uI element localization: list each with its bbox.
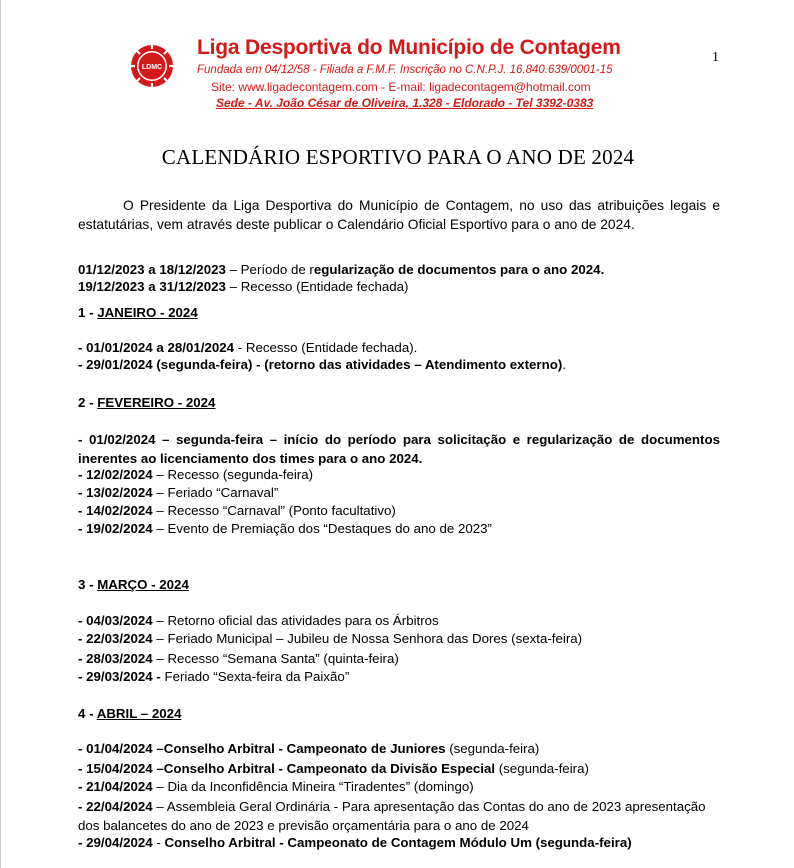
month-heading-january: 1 - JANEIRO - 2024 [78, 305, 198, 320]
calendar-entry: - 22/04/2024 – Assembleia Geral Ordinária - Para apresentação das Contas do ano de 2023 apresentação dos balancetes do ano de 2023 e previsão orçamentária para o ano de 2024 [78, 799, 706, 833]
org-site-email[interactable]: Site: www.ligadecontagem.com - E-mail: ligadecontagem@hotmail.com [211, 80, 591, 94]
pre-entry: 19/12/2023 a 31/12/2023 – Recesso (Entidade fechada) [78, 279, 409, 294]
org-title: Liga Desportiva do Município de Contagem [197, 36, 621, 59]
calendar-entry: - 29/01/2024 (segunda-feira) - (retorno das atividades – Atendimento externo). [78, 357, 566, 372]
org-address: Sede - Av. João César de Oliveira, 1.328 - Eldorado - Tel 3392-0383 [216, 96, 594, 110]
calendar-entry: - 12/02/2024 – Recesso (segunda-feira) [78, 467, 314, 482]
calendar-entry: - 21/04/2024 – Dia da Inconfidência Mineira “Tiradentes” (domingo) [78, 779, 474, 794]
calendar-entry: - 01/04/2024 –Conselho Arbitral - Campeonato de Juniores (segunda-feira) [78, 741, 540, 756]
page-number: 1 [712, 50, 719, 65]
calendar-entry: - 13/02/2024 – Feriado “Carnaval” [78, 485, 279, 500]
calendar-entry: - 28/03/2024 – Recesso “Semana Santa” (quinta-feira) [78, 651, 399, 666]
calendar-entry: - 22/03/2024 – Feriado Municipal – Jubileu de Nossa Senhora das Dores (sexta-feira) [78, 631, 583, 646]
org-subtitle: Fundada em 04/12/58 - Filiada a F.M.F. Inscrição no C.N.P.J. 16.840.639/0001-15 [197, 64, 613, 76]
ldmc-logo [129, 43, 175, 89]
intro-paragraph: O Presidente da Liga Desportiva do Município de Contagem, no uso das atribuições legais e estatutárias, vem através deste publicar o Calendário Oficial Esportivo para o ano de 2024. [78, 198, 720, 232]
calendar-entry: - 01/01/2024 a 28/01/2024 - Recesso (Entidade fechada). [78, 340, 418, 355]
calendar-entry: - 15/04/2024 –Conselho Arbitral - Campeonato da Divisão Especial (segunda-feira) [78, 761, 589, 776]
month-heading-february: 2 - FEVEREIRO - 2024 [78, 395, 216, 410]
calendar-entry: - 14/02/2024 – Recesso “Carnaval” (Ponto facultativo) [78, 503, 396, 518]
calendar-entry: - 04/03/2024 – Retorno oficial das atividades para os Árbitros [78, 613, 439, 628]
calendar-entry: - 29/03/2024 - Feriado “Sexta-feira da Paixão” [78, 669, 350, 684]
month-heading-april: 4 - ABRIL – 2024 [78, 706, 182, 721]
february-lead-entry: - 01/02/2024 – segunda-feira – início do período para solicitação e regularização de documentos inerentes ao licenciamento dos times para o ano 2024. [78, 432, 720, 466]
pre-entry: 01/12/2023 a 18/12/2023 – Período de regularização de documentos para o ano 2024. [78, 262, 605, 277]
calendar-entry: - 29/04/2024 - Conselho Arbitral - Campeonato de Contagem Módulo Um (segunda-feira) [78, 835, 632, 850]
calendar-entry: - 19/02/2024 – Evento de Premiação dos “Destaques do ano de 2023” [78, 521, 492, 536]
month-heading-march: 3 - MARÇO - 2024 [78, 577, 189, 592]
logo-text: LDMC [141, 64, 163, 71]
document-title: CALENDÁRIO ESPORTIVO PARA O ANO DE 2024 [161, 145, 635, 169]
